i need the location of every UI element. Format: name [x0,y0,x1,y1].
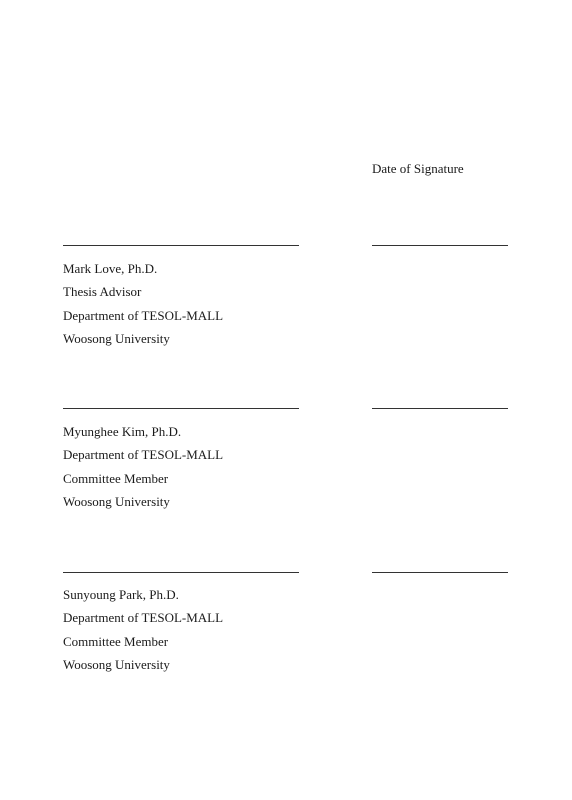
signatory-role: Thesis Advisor [63,284,142,300]
date-line [372,572,508,573]
signatory-block [63,424,223,517]
date-line [372,408,508,409]
signatory-block [63,261,223,354]
signature-line [63,245,299,246]
signatory-department: Department of TESOL-MALL [63,447,224,463]
signatory-block [63,587,223,680]
signatory-name: Sunyoung Park, Ph.D. [63,587,179,602]
date-of-signature-heading: Date of Signature [372,161,464,176]
signatory-role: Committee Member [63,470,169,486]
signatory-department: Department of TESOL-MALL [63,610,224,626]
signature-line [63,572,299,573]
signatory-name: Mark Love, Ph.D. [63,261,158,276]
signatory-university: Woosong University [63,656,170,672]
signatory-department: Department of TESOL-MALL [63,307,224,323]
date-line [372,245,508,246]
signature-line [63,408,299,409]
signatory-university: Woosong University [63,330,170,346]
signatory-role: Committee Member [63,633,169,649]
signatory-name: Myunghee Kim, Ph.D. [63,424,182,439]
signatory-university: Woosong University [63,493,170,509]
